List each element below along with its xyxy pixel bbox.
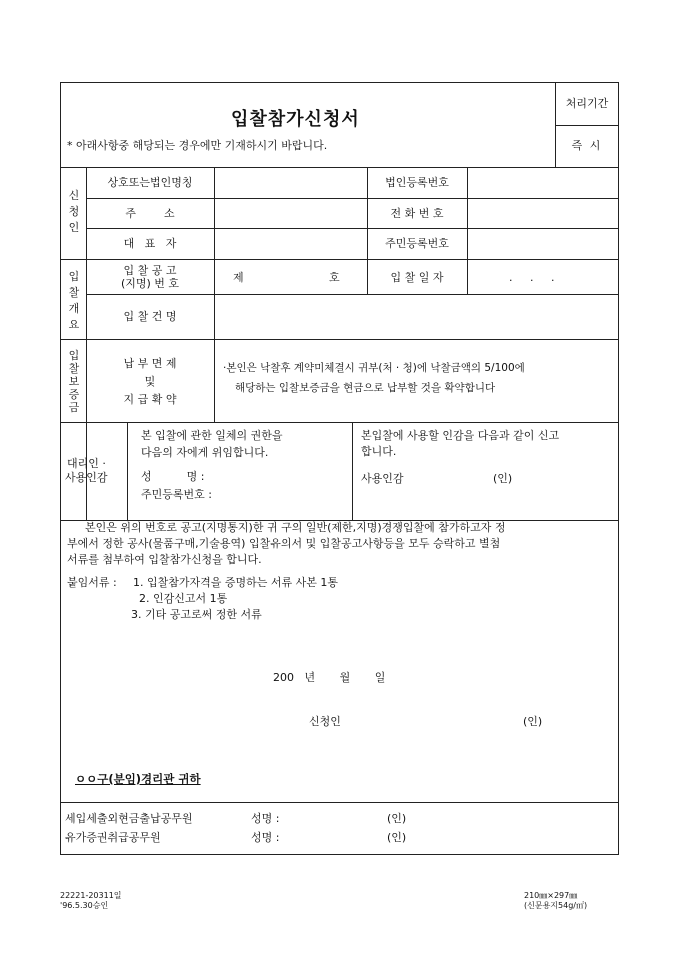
paper-type: (신문용지54g/㎡) <box>524 901 588 910</box>
delegation-text-2: 다음의 자에게 위임합니다. <box>141 446 269 459</box>
deposit-text-1: ·본인은 낙찰후 계약미체결시 귀부(처 · 청)에 낙찰금액의 5/100에 <box>223 362 525 374</box>
divider <box>61 259 619 260</box>
section-char: 요 <box>68 318 80 331</box>
divider <box>86 294 619 295</box>
bid-date-value[interactable]: . . . <box>509 271 555 284</box>
proxy-name-label: 성 명 : <box>141 470 205 483</box>
proxy-id-label: 주민등록번호 : <box>141 488 212 501</box>
notice-number-label-2: (지명) 번 호 <box>120 277 180 290</box>
seal-mark: (인) <box>493 472 513 485</box>
official-name-label: 성명 : <box>251 831 280 844</box>
processing-period-label: 처리기간 <box>565 97 609 110</box>
section-char: 입 <box>68 349 80 362</box>
attachment-item-3: 3. 기타 공고로써 정한 서류 <box>131 608 262 621</box>
body-para-line-1: 본인은 위의 번호로 공고(지명통지)한 귀 구의 일반(제한,지명)경쟁입찰에 참가하고자 정 <box>85 521 506 534</box>
applicant-signature-label: 신청인 <box>309 715 341 728</box>
resident-number-label: 주민등록번호 <box>385 237 449 250</box>
divider <box>86 198 619 199</box>
section-char: 찰 <box>68 362 80 375</box>
attachment-item-2: 2. 인감신고서 1통 <box>139 592 228 605</box>
body-para-line-2: 부에서 정한 공사(물품구매,기술용역) 입찰유의서 및 입찰공고사항등을 모두 승락하고 별첨 <box>67 537 501 550</box>
divider <box>555 125 619 126</box>
proxy-label-2: 사용인감 <box>65 471 108 484</box>
official-seal: (인) <box>387 812 407 825</box>
deposit-label-1: 납 부 면 제 <box>123 357 177 370</box>
body-para-line-3: 서류를 첨부하여 입찰참가신청을 합니다. <box>67 553 262 566</box>
delegation-text-1: 본 입찰에 관한 일체의 권한을 <box>141 429 283 442</box>
section-char: 증 <box>68 388 80 401</box>
phone-number-label: 전 화 번 호 <box>390 207 444 220</box>
section-char: 입 <box>68 270 80 283</box>
attachment-item-1: 1. 입찰참가자격을 증명하는 서류 사본 1통 <box>133 576 338 589</box>
divider <box>86 228 619 229</box>
paper-size: 210㎜×297㎜ <box>524 891 578 900</box>
company-name-label: 상호또는법인명칭 <box>107 176 193 189</box>
deposit-label-2: 및 <box>144 375 156 388</box>
divider <box>127 422 128 520</box>
header-note: * 아래사항중 해당되는 경우에만 기재하시기 바랍니다. <box>67 139 328 152</box>
seal-report-text-2: 합니다. <box>361 445 397 458</box>
deposit-label-3: 지 급 확 약 <box>123 393 177 406</box>
official-role: 유가증권취급공무원 <box>65 831 161 844</box>
section-char: 청 <box>68 205 80 218</box>
addressee: ㅇㅇ구(분임)경리관 귀하 <box>75 772 201 786</box>
address-label: 주 소 <box>125 207 175 220</box>
official-name-label: 성명 : <box>251 812 280 825</box>
applicant-seal: (인) <box>523 715 543 728</box>
notice-number-prefix: 제 <box>233 271 244 284</box>
bid-date-label: 입 찰 일 자 <box>390 271 444 284</box>
approval-date: '96.5.30승인 <box>60 901 109 910</box>
divider <box>61 339 619 340</box>
divider <box>61 167 619 168</box>
proxy-label-1: 대리인 · <box>67 457 106 470</box>
notice-number-suffix: 호 <box>329 271 340 284</box>
corp-reg-number-label: 법인등록번호 <box>385 176 449 189</box>
section-char: 찰 <box>68 286 80 299</box>
divider <box>61 802 619 803</box>
bid-name-label: 입 찰 건 명 <box>123 310 177 323</box>
seal-label: 사용인감 <box>361 472 404 485</box>
divider <box>467 259 468 294</box>
official-seal: (인) <box>387 831 407 844</box>
divider <box>61 422 619 423</box>
section-char: 금 <box>68 401 80 414</box>
application-date: 200 년 월 일 <box>273 671 386 684</box>
seal-report-text-1: 본입찰에 사용할 인감을 다음과 같이 신고 <box>361 429 560 442</box>
application-form <box>60 82 619 855</box>
section-char: 신 <box>68 189 80 202</box>
section-char: 인 <box>68 221 80 234</box>
official-role: 세입세출외현금출납공무원 <box>65 812 193 825</box>
section-char: 보 <box>68 375 80 388</box>
section-char: 개 <box>68 302 80 315</box>
representative-label: 대 표 자 <box>123 237 177 250</box>
attachments-label: 붙임서류 : <box>67 576 117 589</box>
form-title: 입찰참가신청서 <box>231 109 360 130</box>
form-number: 22221-20311일 <box>60 891 122 900</box>
divider <box>352 422 353 520</box>
deposit-text-2: 해당하는 입찰보증금을 현금으로 납부할 것을 확약합니다 <box>235 382 496 394</box>
processing-period-value: 즉 시 <box>571 139 603 152</box>
notice-number-label: 입 찰 공 고 <box>123 264 177 277</box>
